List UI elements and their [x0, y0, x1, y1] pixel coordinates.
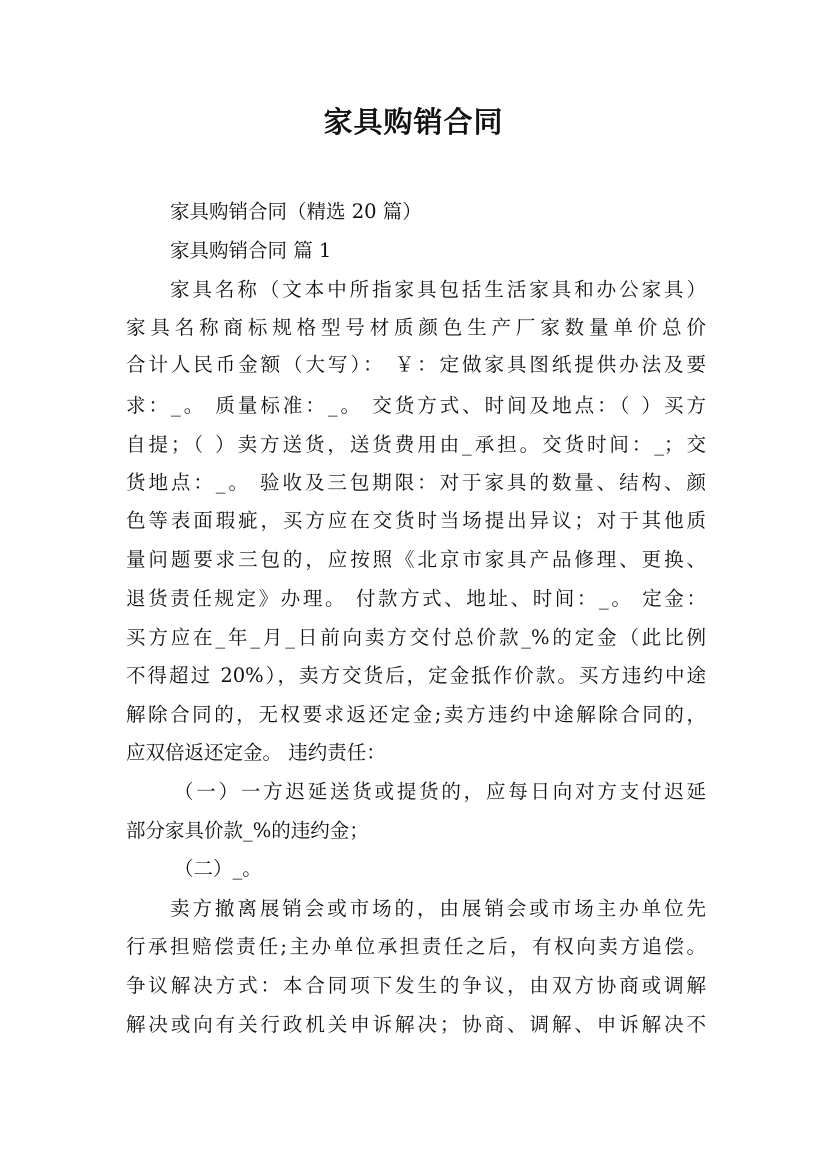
paragraph-line: 不得超过 20%），卖方交货后，定金抵作价款。买方违约中途 — [126, 664, 706, 687]
paragraph-line: 家具名称商标规格型号材质颜色生产厂家数量单价总价 — [126, 316, 706, 339]
paragraph-line: 合计人民币金额（大写）： ￥：定做家具图纸提供办法及要 — [126, 353, 706, 376]
paragraph-line: 争议解决方式：本合同项下发生的争议，由双方协商或调解 — [126, 974, 706, 997]
paragraph-line: 卖方撤离展销会或市场的，由展销会或市场主办单位先 — [170, 897, 706, 920]
paragraph-line: 色等表面瑕疵，买方应在交货时当场提出异议；对于其他质 — [126, 509, 706, 532]
section-heading: 家具购销合同 篇 1 — [170, 239, 332, 262]
paragraph-line: 解决或向有关行政机关申诉解决；协商、调解、申诉解决不 — [126, 1013, 706, 1036]
paragraph-line: 买方应在_年_月_日前向卖方交付总价款_%的定金（此比例 — [126, 626, 706, 649]
clause-line: （一）一方迟延送货或提货的，应每日向对方支付迟延 — [174, 780, 706, 803]
clause-line: （二）_。 — [174, 857, 262, 880]
paragraph-line: 解除合同的，无权要求返还定金;卖方违约中途解除合同的， — [126, 703, 706, 726]
clause-line: 部分家具价款_%的违约金； — [126, 819, 369, 842]
paragraph-line: 退货责任规定》办理。 付款方式、地址、时间：_。 定金： — [126, 587, 706, 610]
paragraph-line: 自提；（ ）卖方送货，送货费用由_承担。交货时间：_；交 — [126, 433, 706, 456]
paragraph-line: 求：_。 质量标准：_。 交货方式、时间及地点：（ ）买方 — [126, 394, 706, 417]
paragraph-line: 家具名称（文本中所指家具包括生活家具和办公家具） — [170, 278, 706, 301]
subtitle-line: 家具购销合同（精选 20 篇） — [170, 200, 422, 223]
paragraph-line: 货地点：_。 验收及三包期限：对于家具的数量、结构、颜 — [126, 471, 706, 494]
paragraph-line: 量问题要求三包的，应按照《北京市家具产品修理、更换、 — [126, 548, 706, 571]
paragraph-line: 行承担赔偿责任;主办单位承担责任之后，有权向卖方追偿。 — [126, 935, 706, 958]
paragraph-line: 应双倍返还定金。 违约责任： — [126, 741, 386, 764]
document-title: 家具购销合同 — [323, 105, 504, 139]
